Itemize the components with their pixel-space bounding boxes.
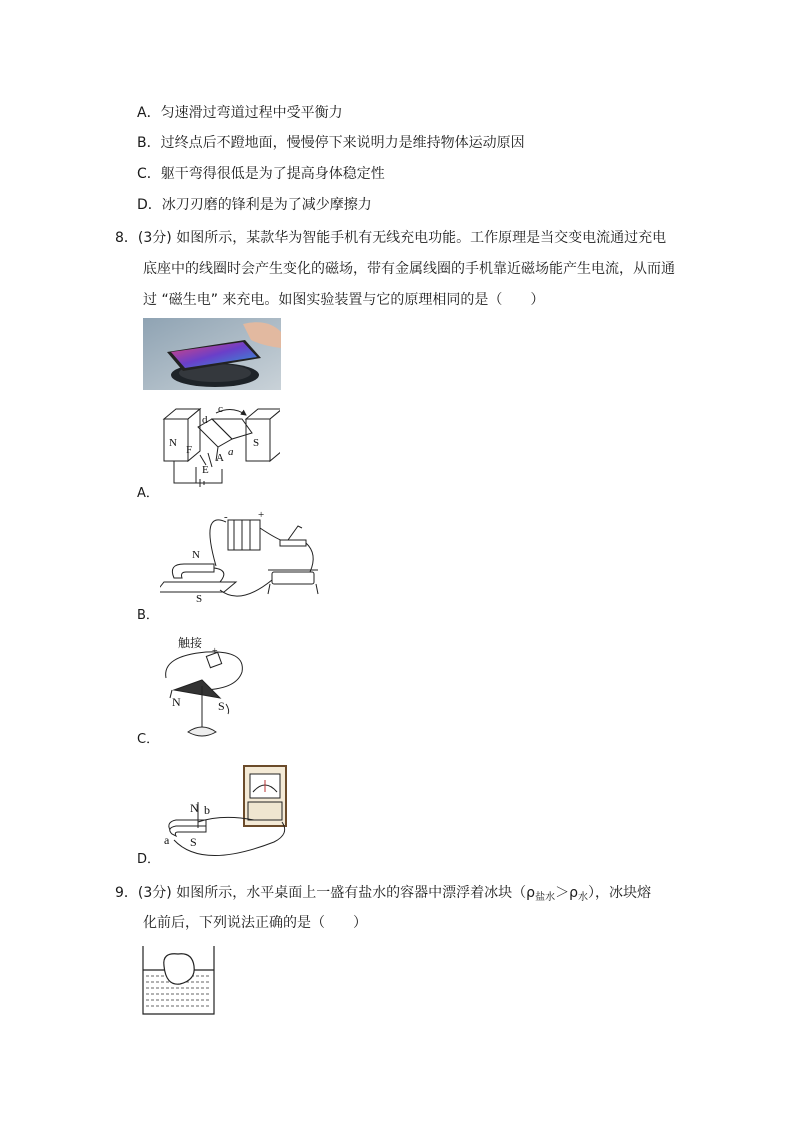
q8-stem-line1: 8．(3分) 如图所示，某款华为智能手机有无线充电功能。工作原理是当交变电流通过充电 [115,230,667,246]
fig-b-label-s: S [196,593,203,605]
fig-a-label-e: E [202,464,209,476]
q7-option-a: A．匀速滑过弯道过程中受平衡力 [137,105,343,121]
q7-option-c: C．躯干弯得很低是为了提高身体稳定性 [137,166,385,182]
figure-d-induction [162,762,302,857]
fig-c-label-n: N [172,695,181,709]
q7-option-b: B．过终点后不蹬地面，慢慢停下来说明力是维持物体运动原因 [137,135,525,151]
figure-ice-container [140,944,218,1018]
q8-label-d: D． [137,852,161,867]
fig-a-label-d: d [202,414,208,426]
fig-a-label-a-lower: a [228,446,234,458]
q8-label-b: B． [137,608,159,623]
q8-stem-line2: 底座中的线圈时会产生变化的磁场，带有金属线圈的手机靠近磁场能产生电流，从而通 [143,261,675,277]
q9-stem-line1: 9．(3分) 如图所示，水平桌面上一盛有盐水的容器中漂浮着冰块$(\rho_{盐水}>\rho_水)$，冰块熔 [115,885,651,903]
q8-label-c: C． [137,732,160,747]
fig-a-label-a-upper: A [216,452,224,464]
wireless-charger-photo [143,318,281,390]
fig-a-label-n: N [169,437,177,449]
q8-label-a: A． [137,486,159,501]
fig-c-label-plus: + [212,646,218,657]
fig-d-label-s: S [190,835,197,849]
fig-a-label-c: c [218,403,223,415]
q9-stem-line2: 化前后，下列说法正确的是（ ） [143,915,367,931]
fig-c-touch-label: 触接 [178,636,203,650]
fig-c-label-s: S [218,699,225,713]
fig-d-label-a: a [164,833,170,847]
q8-stem-line3: 过 “磁生电” 来充电。如图实验装置与它的原理相同的是（ ） [143,292,545,308]
figure-b-circuit [160,510,332,605]
fig-b-label-plus: + [258,510,265,521]
fig-a-label-s: S [253,437,260,449]
figure-c-oersted [160,632,250,744]
fig-d-label-b: b [204,803,210,817]
fig-b-label-n: N [192,549,200,561]
fig-b-label-minus: - [224,511,228,523]
q7-option-d: D．冰刀刃磨的锋利是为了减少摩擦力 [137,197,372,213]
figure-a-motor [160,403,280,493]
fig-a-label-f: F [186,444,193,456]
fig-d-label-n: N [190,801,199,815]
